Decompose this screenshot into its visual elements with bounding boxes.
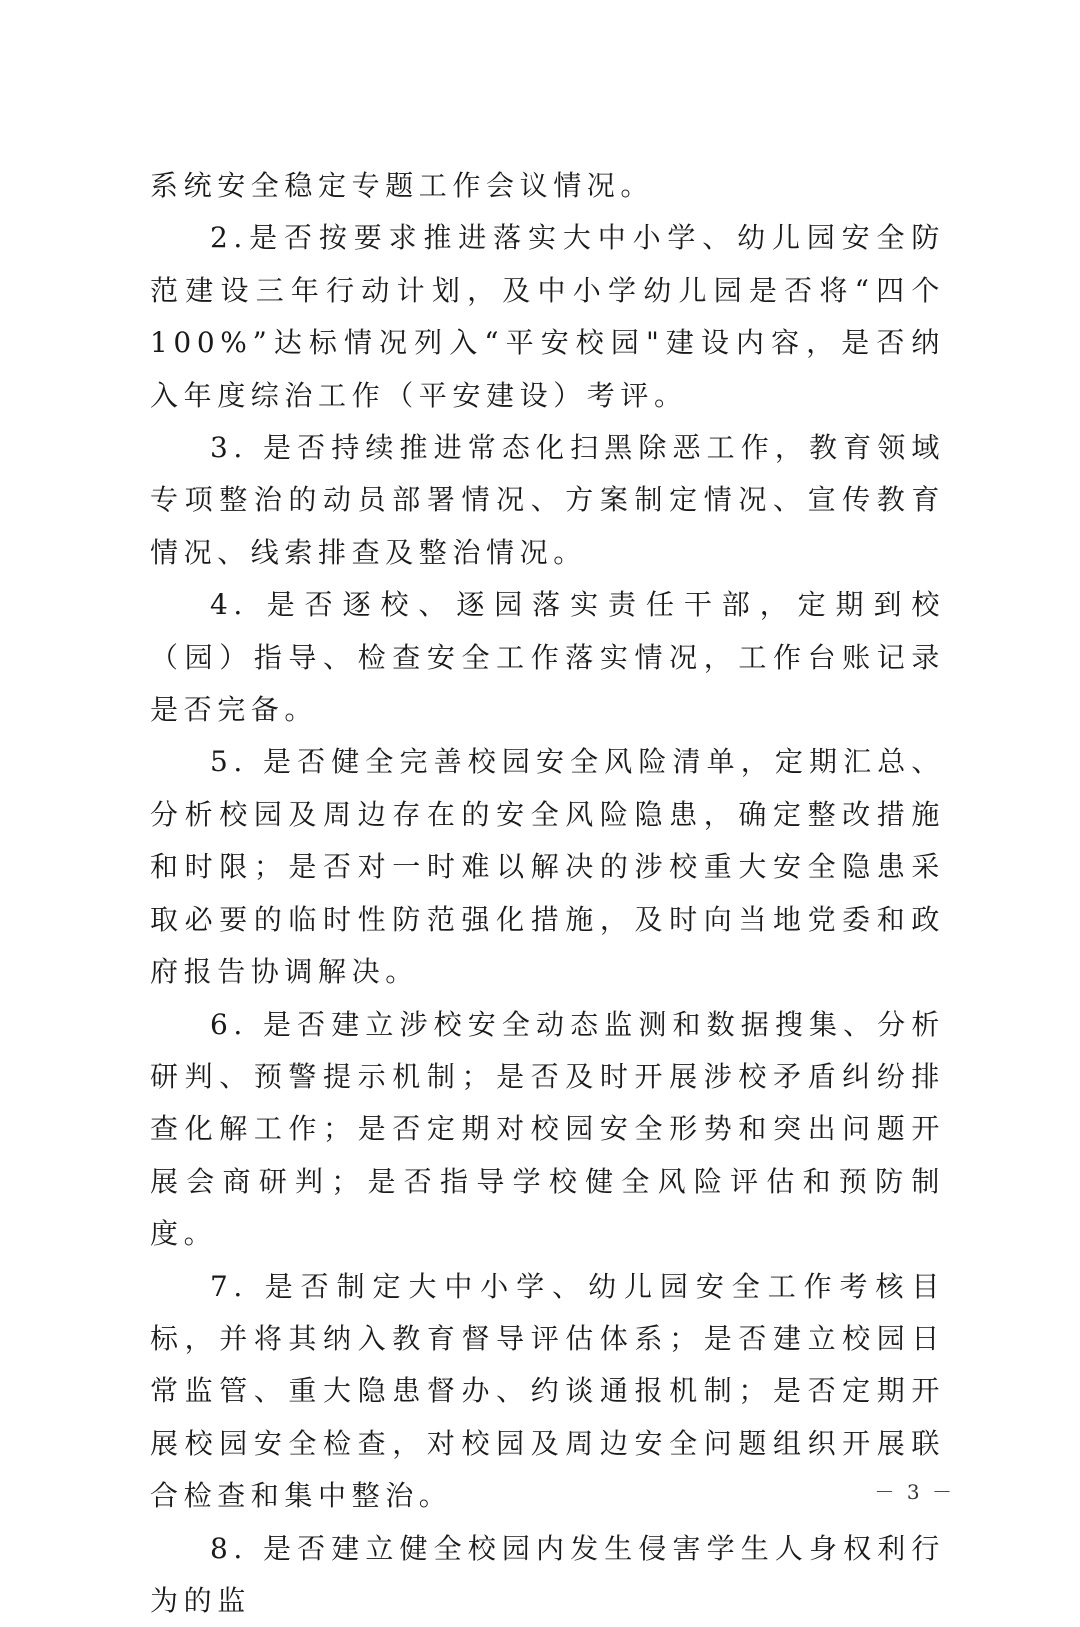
document-body <box>150 160 945 1627</box>
paragraph-continuation: 系统安全稳定专题工作会议情况。 <box>150 169 655 202</box>
page-number: － 3 － <box>874 1480 955 1504</box>
paragraph-item-4: 4. 是否逐校、逐园落实责任干部，定期到校（园）指导、检查安全工作落实情况，工作台账记录是否完备。 <box>150 588 945 727</box>
paragraph-item-6: 6. 是否建立涉校安全动态监测和数据搜集、分析研判、预警提示机制；是否及时开展涉校矛盾纠纷排查化解工作；是否定期对校园安全形势和突出问题开展会商研判；是否指导学校健全风险评估和预防制度。 <box>150 1007 945 1251</box>
paragraph-item-2: 2.是否按要求推进落实大中小学、幼儿园安全防范建设三年行动计划，及中小学幼儿园是否将“四个100%”达标情况列入“平安校园"建设内容，是否纳入年度综治工作（平安建设）考评。 <box>150 221 945 412</box>
paragraph-item-5: 5. 是否健全完善校园安全风险清单，定期汇总、分析校园及周边存在的安全风险隐患，确定整改措施和时限；是否对一时难以解决的涉校重大安全隐患采取必要的临时性防范强化措施，及时向当地党委和政府报告协调解决。 <box>150 745 945 989</box>
paragraph-item-8: 8. 是否建立健全校园内发生侵害学生人身权利行为的监 <box>150 1531 945 1617</box>
paragraph-item-7: 7. 是否制定大中小学、幼儿园安全工作考核目标，并将其纳入教育督导评估体系；是否建立校园日常监管、重大隐患督办、约谈通报机制；是否定期开展校园安全检查，对校园及周边安全问题组织开展联合检查和集中整治。 <box>150 1269 945 1513</box>
paragraph-item-3: 3. 是否持续推进常态化扫黑除恶工作，教育领域专项整治的动员部署情况、方案制定情况、宣传教育情况、线索排查及整治情况。 <box>150 431 945 569</box>
